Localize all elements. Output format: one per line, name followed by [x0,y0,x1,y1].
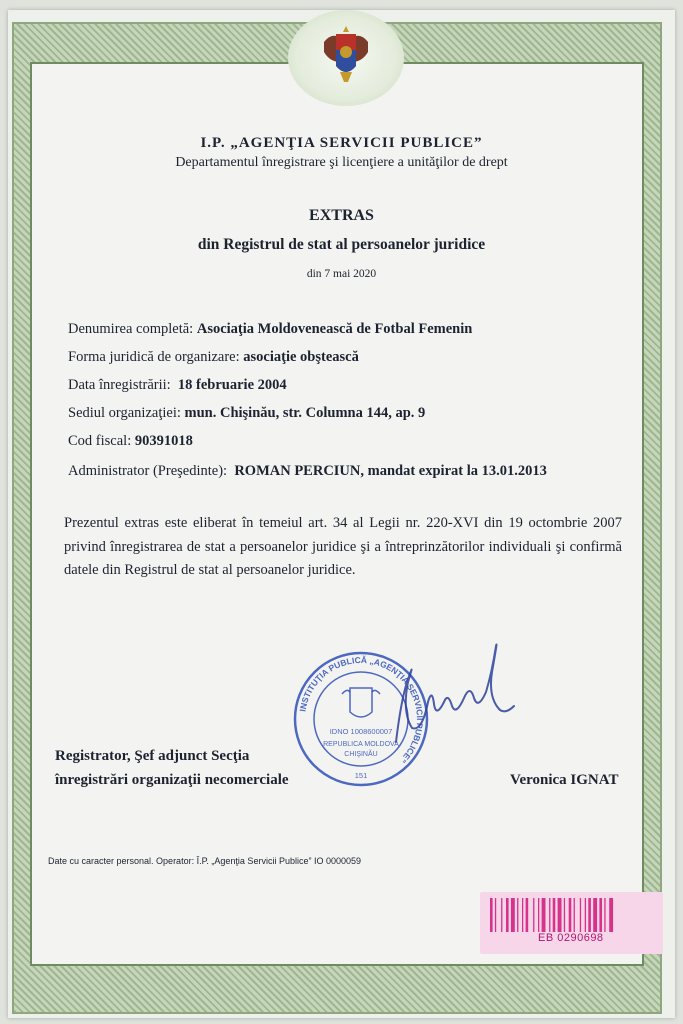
stamp-number: 151 [354,771,368,780]
barcode-bar [501,898,502,932]
institution-name: I.P. „AGENŢIA SERVICII PUBLICE” [200,135,483,151]
stamp-country: REPUBLICA MOLDOVA [323,741,399,748]
field-label: Administrator (Preşedinte): [68,463,228,479]
serial-number: EB 0290698 [538,932,604,944]
barcode-bar [593,898,597,932]
signatory-position-line2: înregistrări organizaţii necomerciale [55,772,289,788]
field-label: Sediul organizaţiei: [68,405,181,421]
barcode-bar [609,898,613,932]
barcode-bar [558,898,562,932]
barcode-bar [533,898,534,932]
department-name: Departamentul înregistrare şi licenţiere a unităţilor de drept [175,155,508,170]
barcode-bar [569,898,572,932]
barcode-bar [599,898,602,932]
field-full-name [68,321,472,338]
field-label: Cod fiscal: [68,433,132,449]
barcode-bar [526,898,529,932]
barcode-bar [495,898,496,932]
field-value: mun. Chişinău, str. Columna 144, ap. 9 [184,405,426,421]
document-subtitle: din Registrul de stat al persoanelor juridice [197,236,486,253]
barcode-icon [490,898,650,932]
signatory-position-line1: Registrator, Şef adjunct Secţia [55,748,250,764]
stamp-city: CHIŞINĂU [344,751,378,758]
field-label: Data înregistrării: [68,377,171,393]
field-legal-form [68,349,359,366]
barcode-bar [604,898,605,932]
personal-data-note: Date cu caracter personal. Operator: Î.P. „Agenţia Servicii Publice” IO 0000059 [48,856,361,866]
issue-date: din 7 mai 2020 [306,268,377,280]
field-value: Asociaţia Moldovenească de Fotbal Femenin [196,321,473,337]
field-value: 90391018 [134,433,193,449]
barcode-bar [553,898,556,932]
barcode-bar [506,898,509,932]
barcode-bar [490,898,493,932]
field-label: Denumirea completă: [68,321,194,337]
signatory-name: Veronica IGNAT [510,772,619,788]
legal-basis-paragraph: Prezentul extras este eliberat în temeiul art. 34 al Legii nr. 220-XVI din 19 octombrie 2007 privind înregistrarea de stat a persoanelor juridice şi a întreprinzătorilor individuali şi confirmă datele din Registrul de stat al persoanelor juridice. [64,515,622,578]
barcode-bar [542,898,546,932]
field-administrator [68,463,547,480]
barcode-bar [517,898,518,932]
document-title: EXTRAS [309,207,374,224]
stamp-idno: IDNO 1008600007 [329,727,393,736]
handwritten-signature [388,632,518,752]
barcode-bar [538,898,539,932]
barcode-bar [588,898,591,932]
stamp-ring-text: INSTITUŢIA PUBLICĂ „AGENŢIA SERVICII PUBLICE” [297,654,426,766]
field-value: ROMAN PERCIUN, mandat expirat la 13.01.2013 [234,463,547,479]
barcode-bar [549,898,550,932]
field-value: asociaţie obştească [243,349,359,365]
field-fiscal-code [68,433,193,450]
field-registration-date [68,377,287,394]
barcode-bar [564,898,565,932]
barcode-bar [522,898,523,932]
barcode-bar [574,898,575,932]
barcode-bar [585,898,586,932]
barcode-bar [580,898,581,932]
field-label: Forma juridică de organizare: [68,349,240,365]
field-value: 18 februarie 2004 [177,377,287,393]
field-address [68,405,425,422]
barcode-bar [511,898,515,932]
coat-of-arms-icon [318,22,374,88]
